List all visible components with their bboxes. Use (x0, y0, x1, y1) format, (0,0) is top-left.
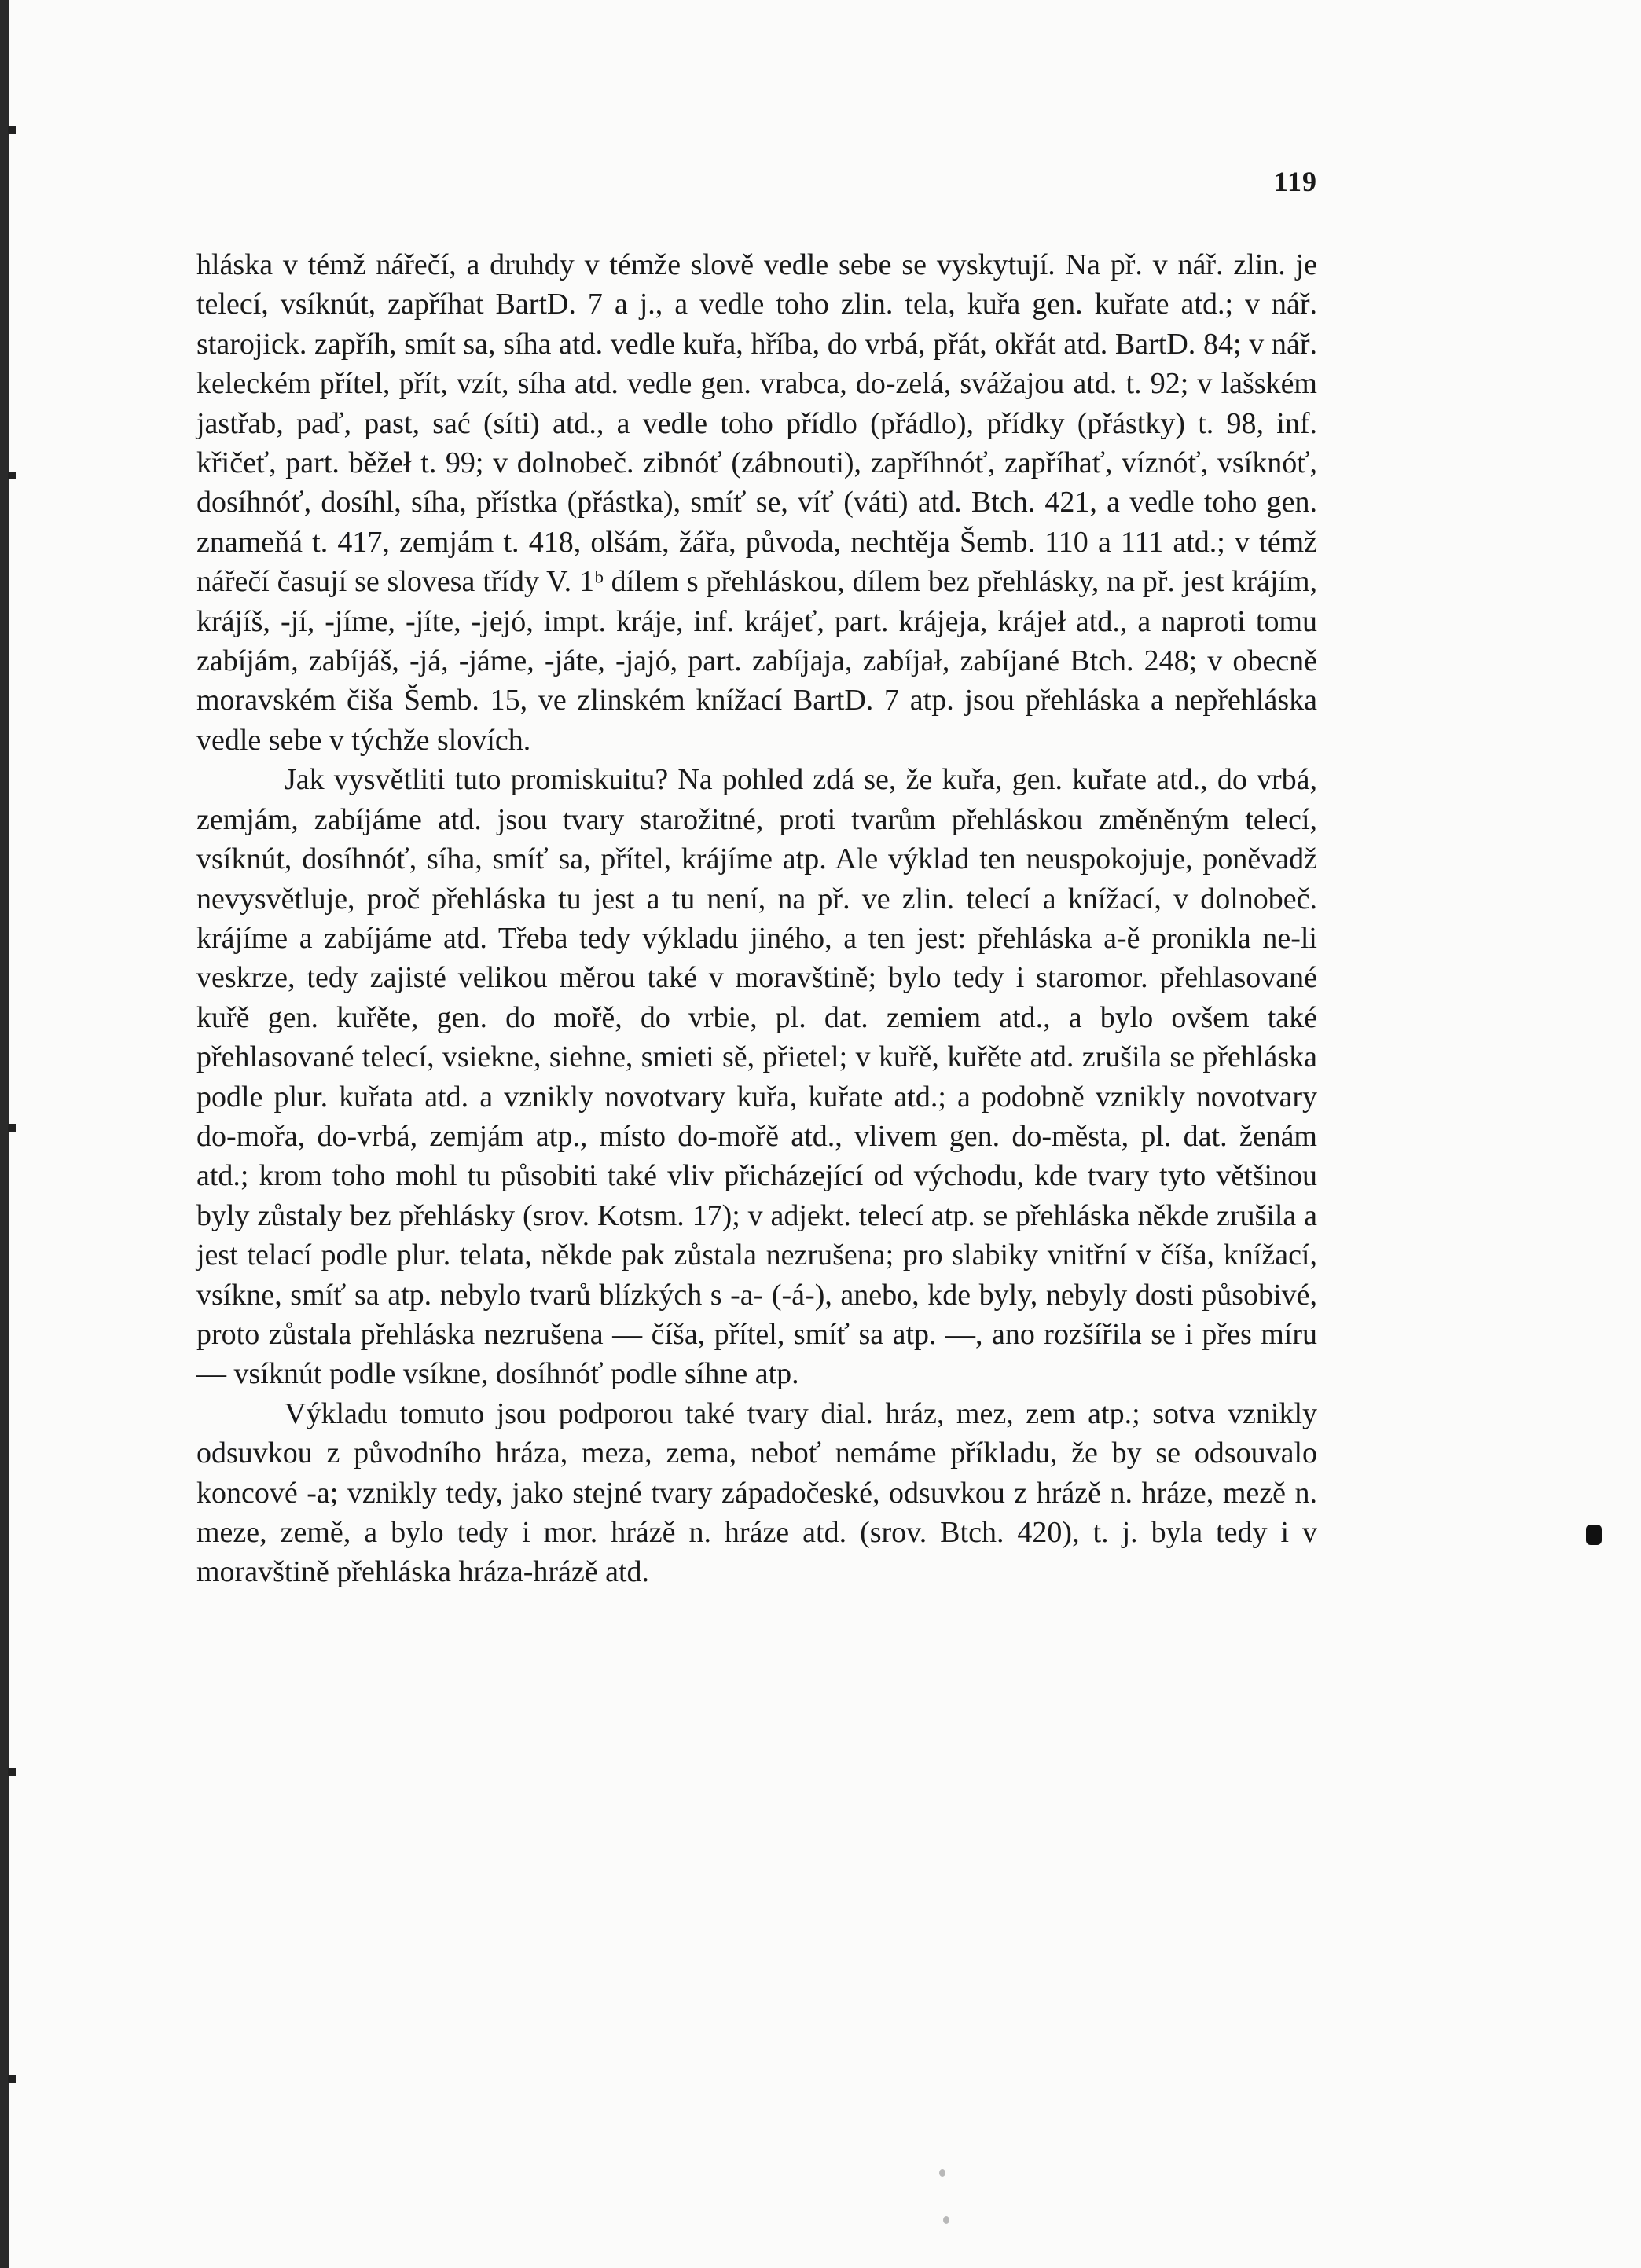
margin-ink-dot (1586, 1525, 1602, 1545)
paragraph: hláska v témž nářečí, a druhdy v témže slově vedle sebe se vyskytují. Na př. v nář. zlin. je telecí, vsíknút, zapříhat BartD. 7 a j., a vedle toho zlin. tela, kuřa gen. kuřate atd.; v nář. starojick. zapříh, smít sa, síha atd. vedle kuřa, hříba, do vrbá, přát, okřát atd. BartD. 84; v nář. keleckém přítel, přít, vzít, síha atd. vedle gen. vrabca, do-zelá, svážajou atd. t. 92; v lašském jastřab, paď, past, sać (síti) atd., a vedle toho přídlo (přádlo), přídky (přástky) t. 98, inf. křičeť, part. běžeł t. 99; v dolnobeč. zibnóť (zábnouti), zapříhnóť, zapříhať, víznóť, vsíknóť, dosíhnóť, dosíhl, síha, přístka (přástka), smíť se, víť (váti) atd. Btch. 421, a vedle toho gen. znameňá t. 417, zemjám t. 418, olšám, žářa, původa, nechtěja Šemb. 110 a 111 atd.; v témž nářečí časují se slovesa třídy V. 1ᵇ dílem s přehláskou, dílem bez přehlásky, na př. jest krájím, krájíš, -jí, -jíme, -jíte, -jejó, impt. kráje, inf. krájeť, part. krájeja, krájeł atd., a naproti tomu zabíjám, zabíjáš, -já, -jáme, -játe, -jajó, part. zabíjaja, zabíjał, zabíjané Btch. 248; v obecně moravském čiša Šemb. 15, ve zlinském knížací BartD. 7 atp. jsou přehláska a nepřehláska vedle sebe v týchže slovích. (196, 248, 1317, 757)
paper-speck (943, 2216, 949, 2224)
binding-mark (8, 2075, 16, 2083)
page-binding-edge (0, 0, 9, 2268)
binding-mark (8, 472, 16, 479)
binding-mark (8, 126, 16, 134)
paragraph: Jak vysvětliti tuto promiskuitu? Na pohled zdá se, že kuřa, gen. kuřate atd., do vrbá, zemjám, zabíjáme atd. jsou tvary starožitné, proti tvarům přehláskou změněným telecí, vsíknút, dosíhnóť, síha, smíť sa, přítel, krájíme atp. Ale výklad ten neuspokojuje, poněvadž nevysvětluje, proč přehláska tu jest a tu není, na př. ve zlin. telecí a knížací, v dolnobeč. krájíme a zabíjáme atd. Třeba tedy výkladu jiného, a ten jest: přehláska a-ě pronikla ne-li veskrze, tedy zajisté velikou měrou také v moravštině; bylo tedy i staromor. přehlasované kuřě gen. kuřěte, gen. do mořě, do vrbie, pl. dat. zemiem atd., a bylo ovšem také přehlasované telecí, vsiekne, siehne, smieti sě, přietel; v kuřě, kuřěte atd. zrušila se přehláska podle plur. kuřata atd. a vznikly novotvary kuřa, kuřate atd.; a podobně vznikly novotvary do-mořa, do-vrbá, zemjám atp., místo do-mořě atd., vlivem gen. do-města, pl. dat. ženám atd.; krom toho mohl tu působiti také vliv přicházející od východu, kde tvary tyto většinou byly zůstaly bez přehlásky (srov. Kotsm. 17); v adjekt. telecí atp. se přehláska někde zrušila a jest telací podle plur. telata, někde pak zůstala nezrušena; pro slabiky vnitřní v číša, knížací, vsíkne, smíť sa atp. nebylo tvarů blízkých s -a- (-á-), anebo, kde byly, nebyly dosti působivé, proto zůstala přehláska nezrušena — číša, přítel, smíť sa atp. —, ano rozšířila se i přes míru — vsíknút podle vsíkne, dosíhnóť podle síhne atp. (196, 763, 1317, 1391)
page-number: 119 (1273, 166, 1317, 197)
paper-speck (939, 2169, 945, 2177)
binding-mark (8, 1768, 16, 1776)
body-text (196, 245, 1317, 1592)
paragraph: Výkladu tomuto jsou podporou také tvary dial. hráz, mez, zem atp.; sotva vznikly odsuvkou z původního hráza, meza, zema, neboť nemáme příkladu, že by se odsouvalo koncové -a; vznikly tedy, jako stejné tvary západočeské, odsuvkou z hrázě n. hráze, mezě n. meze, země, a bylo tedy i mor. hrázě n. hráze atd. (srov. Btch. 420), t. j. byla tedy i v moravštině přehláska hráza-hrázě atd. (196, 1396, 1317, 1589)
binding-mark (8, 1124, 16, 1132)
